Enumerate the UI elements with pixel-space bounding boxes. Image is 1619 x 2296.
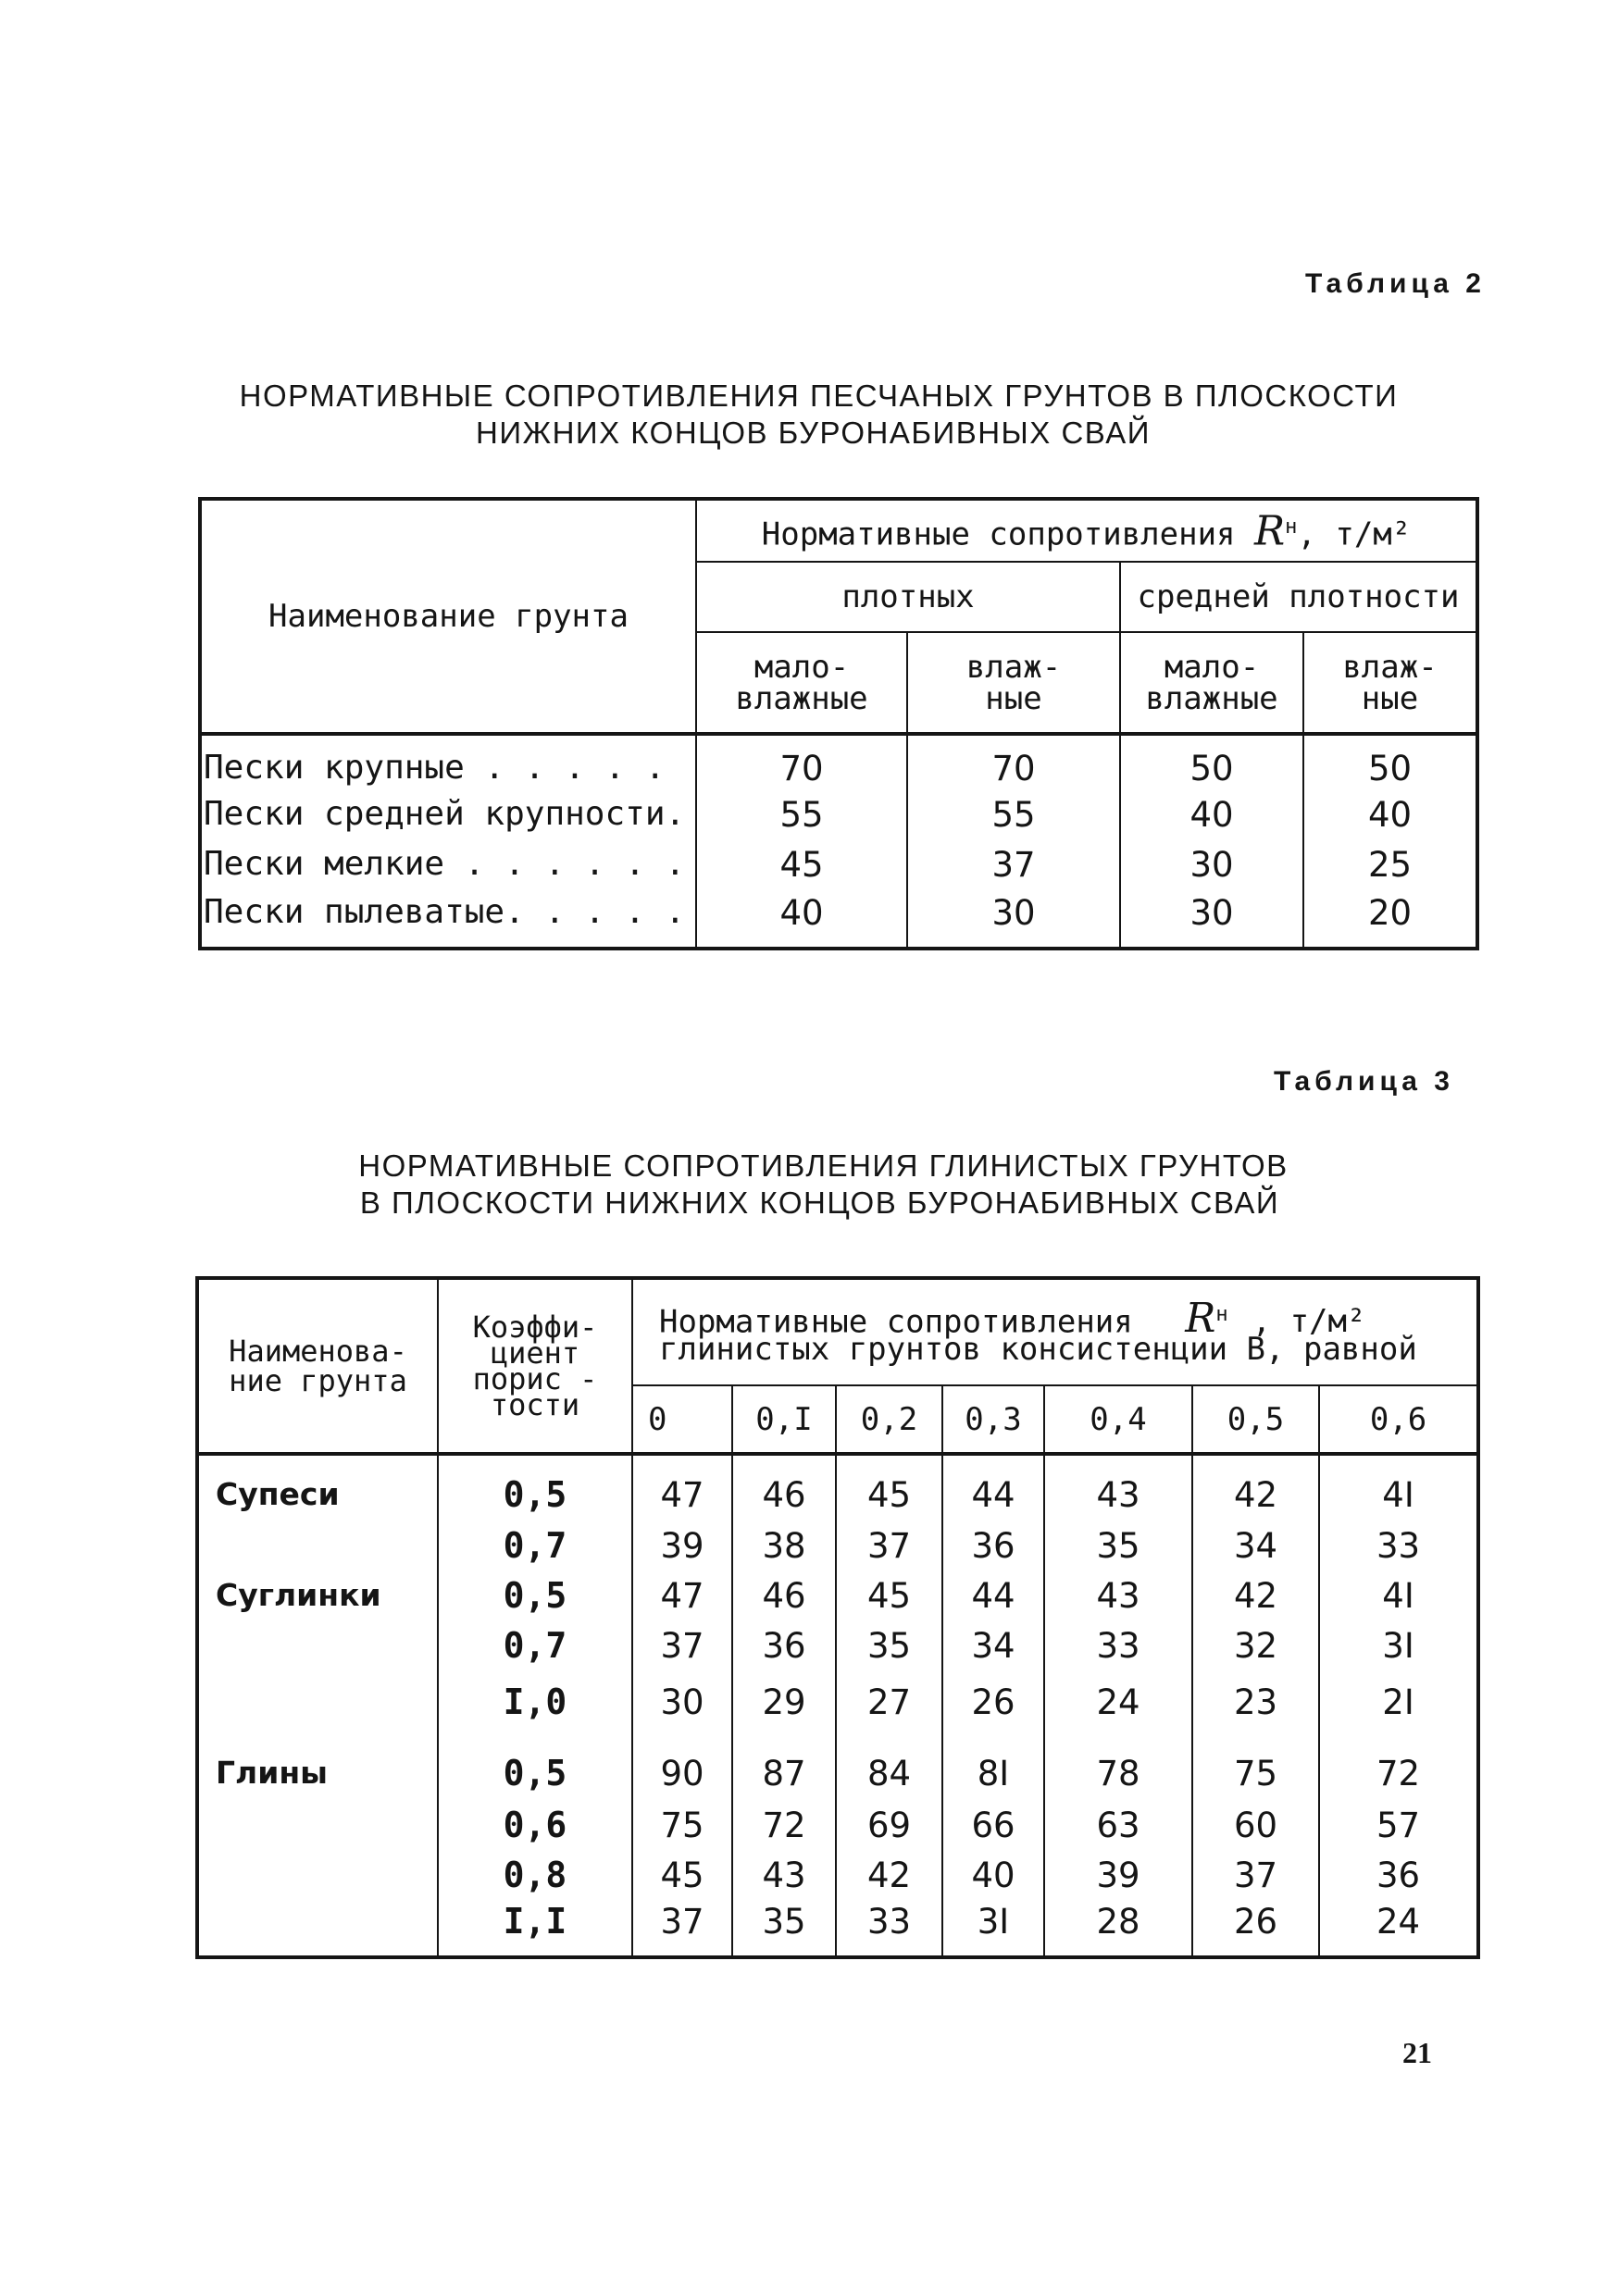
table2-soil-name: Пески средней крупности. (200, 789, 696, 839)
table3-soil-name: Суглинки (197, 1570, 438, 1620)
table3-title (0, 1148, 1619, 1222)
table3-header-group (632, 1278, 1478, 1385)
table3-soil-name: Супеси (197, 1454, 438, 1520)
table3-value: 40 (942, 1850, 1044, 1900)
table2-row (200, 734, 1477, 789)
table3-soil-name (197, 1900, 438, 1957)
table3-value: 26 (1192, 1900, 1319, 1957)
table3-value: 8I (942, 1733, 1044, 1800)
table3-porosity-value: 0,7 (438, 1620, 632, 1670)
table3-value: 47 (632, 1454, 732, 1520)
table3-value: 27 (836, 1670, 942, 1733)
table3-soil-name (197, 1670, 438, 1733)
table3-value: 42 (1192, 1454, 1319, 1520)
table3-soil-name (197, 1520, 438, 1570)
table3-row (197, 1900, 1478, 1957)
table2-row (200, 839, 1477, 889)
table2-header-symbol-sup: н (1285, 515, 1298, 539)
table2-value: 40 (1303, 789, 1477, 839)
table3-soil-name: Глины (197, 1733, 438, 1800)
table3-header-group-line2: глинистых грунтов консистенции В, равной (659, 1331, 1417, 1369)
table3-value: 24 (1319, 1900, 1478, 1957)
table3-value: 36 (942, 1520, 1044, 1570)
table3-row (197, 1620, 1478, 1670)
table3-value: 36 (1319, 1850, 1478, 1900)
table3-value: 2I (1319, 1670, 1478, 1733)
table3-header-units: , т/м² (1252, 1303, 1366, 1341)
table2-header-group-text: Нормативные сопротивления (761, 515, 1236, 553)
table3-porosity-value: 0,5 (438, 1733, 632, 1800)
table3-header-porosity: Коэффи- циент порис - тости (438, 1278, 632, 1454)
table3-value: 26 (942, 1670, 1044, 1733)
table2-value: 55 (907, 789, 1120, 839)
table3-value: 37 (632, 1900, 732, 1957)
table3-value: 57 (1319, 1800, 1478, 1850)
table3-value: 45 (836, 1454, 942, 1520)
table3-value: 30 (632, 1670, 732, 1733)
table2-value: 30 (1120, 889, 1303, 949)
table3-value: 35 (836, 1620, 942, 1670)
table2-title-line1: НОРМАТИВНЫЕ СОПРОТИВЛЕНИЯ ПЕСЧАНЫХ ГРУНТОВ В ПЛОСКОСТИ (239, 379, 1399, 413)
table2-soil-name: Пески пылеватые. . . . . (200, 889, 696, 949)
table2-title (0, 378, 1619, 452)
table3-header-consistency: 0,4 (1044, 1385, 1192, 1454)
table3-porosity-value: 0,6 (438, 1800, 632, 1850)
table3-value: 37 (836, 1520, 942, 1570)
table3-header-consistency: 0,6 (1319, 1385, 1478, 1454)
table2-title-line2: НИЖНИХ КОНЦОВ БУРОНАБИВНЫХ СВАЙ (476, 416, 1151, 450)
table2 (198, 497, 1479, 950)
table3-value: 46 (732, 1570, 836, 1620)
table3-header-consistency: 0,5 (1192, 1385, 1319, 1454)
table3-value: 32 (1192, 1620, 1319, 1670)
table3-value: 45 (836, 1570, 942, 1620)
table2-value: 50 (1120, 734, 1303, 789)
table2-header-dense-wet: влаж- ные (907, 632, 1120, 734)
table3-value: 3I (1319, 1620, 1478, 1670)
table3-value: 34 (942, 1620, 1044, 1670)
table3-header-consistency: 0,3 (942, 1385, 1044, 1454)
table3-value: 4I (1319, 1454, 1478, 1520)
table2-value: 40 (1120, 789, 1303, 839)
table3-value: 42 (836, 1850, 942, 1900)
table3-value: 43 (1044, 1570, 1192, 1620)
table2-value: 45 (696, 839, 907, 889)
table3 (195, 1276, 1480, 1959)
table2-value: 50 (1303, 734, 1477, 789)
table3-porosity-value: 0,8 (438, 1850, 632, 1900)
table3-header-consistency: 0,I (732, 1385, 836, 1454)
table3-header-symbol-sup: н (1215, 1302, 1228, 1326)
table3-row (197, 1800, 1478, 1850)
table3-value: 33 (836, 1900, 942, 1957)
table3-value: 66 (942, 1800, 1044, 1850)
table3-soil-name (197, 1620, 438, 1670)
table2-value: 70 (907, 734, 1120, 789)
table2-value: 20 (1303, 889, 1477, 949)
table3-value: 37 (632, 1620, 732, 1670)
table2-row (200, 789, 1477, 839)
table3-value: 35 (1044, 1520, 1192, 1570)
table3-row (197, 1454, 1478, 1520)
table3-value: 34 (1192, 1520, 1319, 1570)
table3-value: 45 (632, 1850, 732, 1900)
table3-porosity-value: 0,5 (438, 1454, 632, 1520)
table3-title-line1: НОРМАТИВНЫЕ СОПРОТИВЛЕНИЯ ГЛИНИСТЫХ ГРУНТОВ (358, 1148, 1289, 1183)
table3-row (197, 1570, 1478, 1620)
table3-value: 3I (942, 1900, 1044, 1957)
table3-value: 4I (1319, 1570, 1478, 1620)
page-number: 21 (1402, 2036, 1432, 2069)
table3-value: 23 (1192, 1670, 1319, 1733)
table3-value: 36 (732, 1620, 836, 1670)
table3-value: 46 (732, 1454, 836, 1520)
table2-header-medium: средней плотности (1120, 562, 1477, 632)
table2-value: 30 (1120, 839, 1303, 889)
table3-value: 84 (836, 1733, 942, 1800)
table3-value: 75 (632, 1800, 732, 1850)
table3-value: 44 (942, 1570, 1044, 1620)
table3-porosity-value: 0,5 (438, 1570, 632, 1620)
table2-soil-name: Пески мелкие . . . . . . (200, 839, 696, 889)
table2-soil-name: Пески крупные . . . . . (200, 734, 696, 789)
table3-porosity-value: 0,7 (438, 1520, 632, 1570)
table3-soil-name (197, 1850, 438, 1900)
table2-label: Таблица 2 (1304, 268, 1486, 299)
table2-header-group (696, 499, 1477, 562)
table3-value: 63 (1044, 1800, 1192, 1850)
table3-value: 43 (732, 1850, 836, 1900)
table3-value: 87 (732, 1733, 836, 1800)
table2-header-dense-low-moist: мало- влажные (696, 632, 907, 734)
table3-header-soil-name: Наименова- ние грунта (197, 1278, 438, 1454)
table2-header-symbol: R (1254, 507, 1286, 555)
table3-header-group-text: Нормативные сопротивления (659, 1303, 1133, 1341)
table3-value: 38 (732, 1520, 836, 1570)
table2-value: 55 (696, 789, 907, 839)
table3-value: 60 (1192, 1800, 1319, 1850)
table3-row (197, 1670, 1478, 1733)
table3-header-symbol: R (1185, 1295, 1216, 1343)
table2-value: 70 (696, 734, 907, 789)
table3-value: 44 (942, 1454, 1044, 1520)
table3-value: 72 (732, 1800, 836, 1850)
table2-header-medium-low-moist: мало- влажные (1120, 632, 1303, 734)
table2-header-dense: плотных (696, 562, 1120, 632)
table3-row (197, 1850, 1478, 1900)
table3-value: 24 (1044, 1670, 1192, 1733)
table3-label: Таблица 3 (1273, 1066, 1454, 1097)
table3-value: 43 (1044, 1454, 1192, 1520)
table3-row (197, 1733, 1478, 1800)
table3-value: 39 (632, 1520, 732, 1570)
table3-value: 29 (732, 1670, 836, 1733)
table3-header-consistency: 0,2 (836, 1385, 942, 1454)
table2-header-units: , т/м² (1297, 515, 1412, 553)
table3-porosity-value: I,0 (438, 1670, 632, 1733)
table3-value: 42 (1192, 1570, 1319, 1620)
table3-value: 78 (1044, 1733, 1192, 1800)
table3-value: 75 (1192, 1733, 1319, 1800)
table3-value: 35 (732, 1900, 836, 1957)
table3-value: 28 (1044, 1900, 1192, 1957)
table3-value: 33 (1319, 1520, 1478, 1570)
table2-row (200, 889, 1477, 949)
table3-value: 69 (836, 1800, 942, 1850)
table3-value: 37 (1192, 1850, 1319, 1900)
table3-row (197, 1520, 1478, 1570)
table3-value: 33 (1044, 1620, 1192, 1670)
table3-value: 90 (632, 1733, 732, 1800)
table2-value: 37 (907, 839, 1120, 889)
table3-header-consistency: 0 (632, 1385, 732, 1454)
table2-value: 25 (1303, 839, 1477, 889)
table3-value: 72 (1319, 1733, 1478, 1800)
table3-value: 47 (632, 1570, 732, 1620)
table2-value: 30 (907, 889, 1120, 949)
table2-header-medium-wet: влаж- ные (1303, 632, 1477, 734)
table3-soil-name (197, 1800, 438, 1850)
table2-header-soil-name: Наименование грунта (200, 499, 696, 734)
table3-title-line2: В ПЛОСКОСТИ НИЖНИХ КОНЦОВ БУРОНАБИВНЫХ СВАЙ (359, 1185, 1280, 1220)
table3-porosity-value: I,I (438, 1900, 632, 1957)
table3-value: 39 (1044, 1850, 1192, 1900)
table2-value: 40 (696, 889, 907, 949)
